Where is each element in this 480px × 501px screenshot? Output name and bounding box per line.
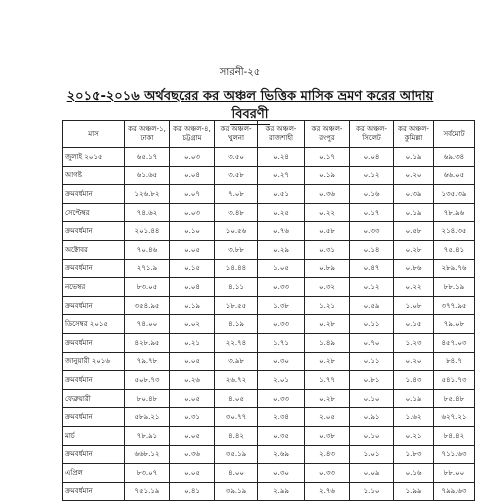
value-cell: ০.২০ (394, 166, 434, 185)
value-cell: ০.১০ (350, 426, 394, 445)
value-cell: ০.৩৩ (258, 315, 305, 334)
table-row (63, 408, 475, 427)
value-cell: ০.৫৮ (394, 222, 434, 241)
table-row (63, 389, 475, 408)
value-cell: ৮০.৪৮ (125, 389, 170, 408)
value-cell: ০.৭৬ (258, 222, 305, 241)
value-cell: ০.৩০ (258, 464, 305, 483)
value-cell: ২.৬৯ (258, 445, 305, 464)
table-row (63, 166, 475, 185)
total-cell: ৮৫.৪৮ (434, 389, 475, 408)
month-cell: ক্রমবর্ধমান (63, 333, 125, 352)
table-row (63, 185, 475, 204)
value-cell: ০.১৯ (394, 148, 434, 167)
table-row (63, 296, 475, 315)
value-cell: ৪.০০ (215, 464, 258, 483)
total-cell: ২১৪.৩৫ (434, 222, 475, 241)
value-cell: ০.০২ (170, 315, 215, 334)
value-cell: ২২.৭৪ (215, 333, 258, 352)
value-cell: ৮৩.০৫ (125, 278, 170, 297)
value-cell: ৩০.৭৭ (215, 408, 258, 427)
table-row (63, 445, 475, 464)
value-cell: ০.৩২ (305, 278, 350, 297)
month-cell: নভেম্বর (63, 278, 125, 297)
month-cell: ক্রমবর্ধমান (63, 408, 125, 427)
value-cell: ৬১.৬৫ (125, 166, 170, 185)
total-cell: ৮৮.১৯ (434, 278, 475, 297)
value-cell: ৫০৮.৭৩ (125, 371, 170, 390)
value-cell: ০.৫১ (258, 185, 305, 204)
total-cell: ৮৮.০০ (434, 464, 475, 483)
table-body (63, 148, 475, 501)
value-cell: ০.৩৩ (305, 464, 350, 483)
value-cell: ১.৪৯ (305, 333, 350, 352)
table-row (63, 259, 475, 278)
value-cell: ০.০৪ (350, 148, 394, 167)
total-cell: ৮৪.৭ (434, 352, 475, 371)
value-cell: ৪.১৯ (215, 315, 258, 334)
value-cell: ৭৫১.১৯ (125, 482, 170, 501)
value-cell: ৭৮.৯১ (125, 426, 170, 445)
value-cell: ০.১২ (350, 166, 394, 185)
value-cell: ০.১০ (170, 222, 215, 241)
value-cell: ১.০১ (350, 445, 394, 464)
table-row (63, 371, 475, 390)
value-cell: ৪.০৫ (215, 389, 258, 408)
value-cell: ৮৩.০৭ (125, 464, 170, 483)
value-cell: ০.২১ (394, 426, 434, 445)
value-cell: ১.৪৩ (394, 371, 434, 390)
month-cell: ক্রমবর্ধমান (63, 222, 125, 241)
value-cell: ৩৫৪.৯৫ (125, 296, 170, 315)
value-cell: ০.০৫ (170, 389, 215, 408)
value-cell: ৪.৪২ (215, 426, 258, 445)
value-cell: ০.৪১ (170, 482, 215, 501)
value-cell: ০.৩৬ (305, 185, 350, 204)
total-cell: ১৩৫.৩৯ (434, 185, 475, 204)
value-cell: ৬৫.১৭ (125, 148, 170, 167)
value-cell: ০.৩১ (305, 240, 350, 259)
value-cell: ৬৬৮.১২ (125, 445, 170, 464)
value-cell: ৩.৫৮ (215, 166, 258, 185)
table-row (63, 278, 475, 297)
value-cell: ০.৮৯ (305, 259, 350, 278)
month-cell: জুলাই ২০১৫ (63, 148, 125, 167)
value-cell: ০.২৭ (258, 166, 305, 185)
header-row (63, 121, 475, 148)
value-cell: ০.০৯ (350, 464, 394, 483)
value-cell: ২.৩৪ (258, 408, 305, 427)
value-cell: ৫৮৯.২১ (125, 408, 170, 427)
value-cell: ০.৫৮ (305, 222, 350, 241)
value-cell: ০.৭০ (350, 333, 394, 352)
value-cell: ০.১৭ (305, 148, 350, 167)
column-header: কর অঞ্চল-রাজশাহী (258, 121, 305, 148)
column-header: কর অঞ্চল-রংপুর (305, 121, 350, 148)
table-row (63, 482, 475, 501)
value-cell: ০.৫৯ (350, 296, 394, 315)
column-header: কর অঞ্চল-সিলেট (350, 121, 394, 148)
table-row (63, 426, 475, 445)
value-cell: ৭৪.০০ (125, 315, 170, 334)
value-cell: ২.০১ (258, 371, 305, 390)
title-line-1: ২০১৫-২০১৬ অর্থবছরের কর অঞ্চল ভিত্তিক মাসিক ভ্রমণ করের আদায় (66, 89, 434, 104)
month-cell: ডিসেম্বর ২০১৫ (63, 315, 125, 334)
column-header: কর অঞ্চল-৪, চট্টগ্রাম (170, 121, 215, 148)
table-row (63, 333, 475, 352)
month-cell: ক্রমবর্ধমান (63, 482, 125, 501)
month-cell: ক্রমবর্ধমান (63, 371, 125, 390)
value-cell: ০.১৫ (170, 259, 215, 278)
value-cell: ০.১২ (350, 278, 394, 297)
value-cell: ৭.০৮ (215, 185, 258, 204)
total-cell: ৭৫.৪১ (434, 240, 475, 259)
value-cell: ০.১৯ (394, 203, 434, 222)
value-cell: ০.২৫ (258, 203, 305, 222)
total-cell: ৭৯৯.৬৩ (434, 482, 475, 501)
month-cell: ক্রমবর্ধমান (63, 185, 125, 204)
total-cell: ৬৬.০৫ (434, 166, 475, 185)
value-cell: ০.২৯ (258, 240, 305, 259)
column-header: কর অঞ্চল-খুলনা (215, 121, 258, 148)
value-cell: ২.৭৬ (305, 482, 350, 501)
tax-collection-table (62, 120, 475, 501)
value-cell: ০.১৯ (394, 389, 434, 408)
table-row (63, 203, 475, 222)
value-cell: ১.৬২ (394, 408, 434, 427)
total-cell: ৬২৭.২১ (434, 408, 475, 427)
month-cell: জানুয়ারী ২০১৬ (63, 352, 125, 371)
value-cell: ০.১৬ (394, 464, 434, 483)
total-cell: ২৮৯.৭৬ (434, 259, 475, 278)
value-cell: ১.৭৭ (305, 371, 350, 390)
value-cell: ২.৪৩ (305, 445, 350, 464)
value-cell: ২০১.৪৪ (125, 222, 170, 241)
value-cell: ০.১৪ (350, 240, 394, 259)
value-cell: ০.০৫ (170, 464, 215, 483)
value-cell: ৩৯.১৯ (215, 482, 258, 501)
value-cell: ১.২১ (305, 296, 350, 315)
table-row (63, 148, 475, 167)
month-cell: সেপ্টেম্বর (63, 203, 125, 222)
value-cell: ০.৩৮ (305, 426, 350, 445)
value-cell: ৩.৪৮ (215, 203, 258, 222)
total-cell: ৪৫৭.০৩ (434, 333, 475, 352)
value-cell: ১.৭১ (258, 333, 305, 352)
value-cell: ০.৩৩ (258, 389, 305, 408)
value-cell: ০.০৫ (170, 426, 215, 445)
value-cell: ১.৩৮ (258, 296, 305, 315)
table-row (63, 464, 475, 483)
value-cell: ০.৩৫ (258, 426, 305, 445)
value-cell: ২.৯৯ (258, 482, 305, 501)
value-cell: ৭৪.৬২ (125, 203, 170, 222)
total-cell: ৬৯.৩৪ (434, 148, 475, 167)
total-cell: ৮৪.৪২ (434, 426, 475, 445)
value-cell: ৩.৮৮ (215, 240, 258, 259)
value-cell: ০.৩০ (258, 352, 305, 371)
total-cell: ৭৯.০৮ (434, 315, 475, 334)
value-cell: ৭০.৪৬ (125, 240, 170, 259)
value-cell: ১.৮৩ (394, 445, 434, 464)
table-row (63, 352, 475, 371)
value-cell: ৩৫.১৯ (215, 445, 258, 464)
value-cell: ১.৯৯ (394, 482, 434, 501)
value-cell: ০.৯১ (350, 408, 394, 427)
value-cell: ১.২৩ (394, 333, 434, 352)
page-label: সারনী-২৫ (219, 67, 261, 78)
value-cell: ০.৩৯ (394, 185, 434, 204)
value-cell: ১.১০ (350, 482, 394, 501)
value-cell: ২৬.৭২ (215, 371, 258, 390)
value-cell: ১.০৫ (258, 259, 305, 278)
value-cell: ২৭১.৯ (125, 259, 170, 278)
value-cell: ৪২৮.৯৫ (125, 333, 170, 352)
column-header: কর অঞ্চল-কুমিল্লা (394, 121, 434, 148)
month-cell: মার্চ (63, 426, 125, 445)
value-cell: ০.৮৬ (394, 259, 434, 278)
month-cell: ফেব্রুয়ারী (63, 389, 125, 408)
value-cell: ২.০৫ (305, 408, 350, 427)
value-cell: ১০.৫৬ (215, 222, 258, 241)
value-cell: ০.৮১ (350, 371, 394, 390)
month-cell: ক্রমবর্ধমান (63, 296, 125, 315)
total-cell: ৭৮.৯৬ (434, 203, 475, 222)
total-cell: ৭১১.৬৩ (434, 445, 475, 464)
table-row (63, 222, 475, 241)
value-cell: ০.২১ (170, 333, 215, 352)
month-cell: ক্রমবর্ধমান (63, 445, 125, 464)
value-cell: ০.০৫ (170, 352, 215, 371)
value-cell: ৩.৫০ (215, 148, 258, 167)
month-cell: ক্রমবর্ধমান (63, 259, 125, 278)
column-header: মাস (63, 121, 125, 148)
value-cell: ৪.১১ (215, 278, 258, 297)
column-header: সর্বমোট (434, 121, 475, 148)
value-cell: ০.০৭ (170, 185, 215, 204)
value-cell: ০.২০ (394, 352, 434, 371)
table-row (63, 315, 475, 334)
total-cell: ৫৪১.৭৩ (434, 371, 475, 390)
value-cell: ০.১৬ (350, 185, 394, 204)
value-cell: ০.১১ (350, 352, 394, 371)
total-cell: ৩৭৭.৯৫ (434, 296, 475, 315)
month-cell: অক্টোবর (63, 240, 125, 259)
value-cell: ০.২২ (305, 203, 350, 222)
value-cell: ৩.৯৮ (215, 352, 258, 371)
value-cell: ০.১৯ (170, 296, 215, 315)
value-cell: ০.৩১ (170, 408, 215, 427)
value-cell: ০.১৯ (305, 166, 350, 185)
value-cell: ০.২২ (394, 278, 434, 297)
value-cell: ০.২৮ (394, 240, 434, 259)
table-row (63, 240, 475, 259)
value-cell: ০.৩৩ (350, 222, 394, 241)
value-cell: ০.২৮ (305, 352, 350, 371)
value-cell: ১৪.৪৪ (215, 259, 258, 278)
value-cell: ১.০৮ (394, 296, 434, 315)
value-cell: ০.৩৩ (258, 278, 305, 297)
value-cell: ০.২৮ (305, 315, 350, 334)
value-cell: ০.০৫ (170, 240, 215, 259)
title-line-2: বিবরণী (230, 106, 271, 125)
value-cell: ০.৩৬ (170, 445, 215, 464)
value-cell: ০.০৪ (170, 278, 215, 297)
value-cell: ০.১৫ (394, 315, 434, 334)
value-cell: ১৮.৫৫ (215, 296, 258, 315)
value-cell: ০.২৪ (258, 148, 305, 167)
value-cell: ০.০৪ (170, 166, 215, 185)
value-cell: ০.১৭ (350, 203, 394, 222)
value-cell: ৭৯.৭৮ (125, 352, 170, 371)
value-cell: ০.২৬ (170, 371, 215, 390)
value-cell: ০.০৩ (170, 203, 215, 222)
month-cell: এপ্রিল (63, 464, 125, 483)
value-cell: ০.২৮ (305, 389, 350, 408)
value-cell: ০.০৩ (170, 148, 215, 167)
value-cell: ০.১০ (350, 389, 394, 408)
value-cell: ০.১১ (350, 315, 394, 334)
column-header: কর অঞ্চল-১, ঢাকা (125, 121, 170, 148)
value-cell: ১২৬.৮২ (125, 185, 170, 204)
value-cell: ০.৪৭ (350, 259, 394, 278)
month-cell: আগষ্ট (63, 166, 125, 185)
